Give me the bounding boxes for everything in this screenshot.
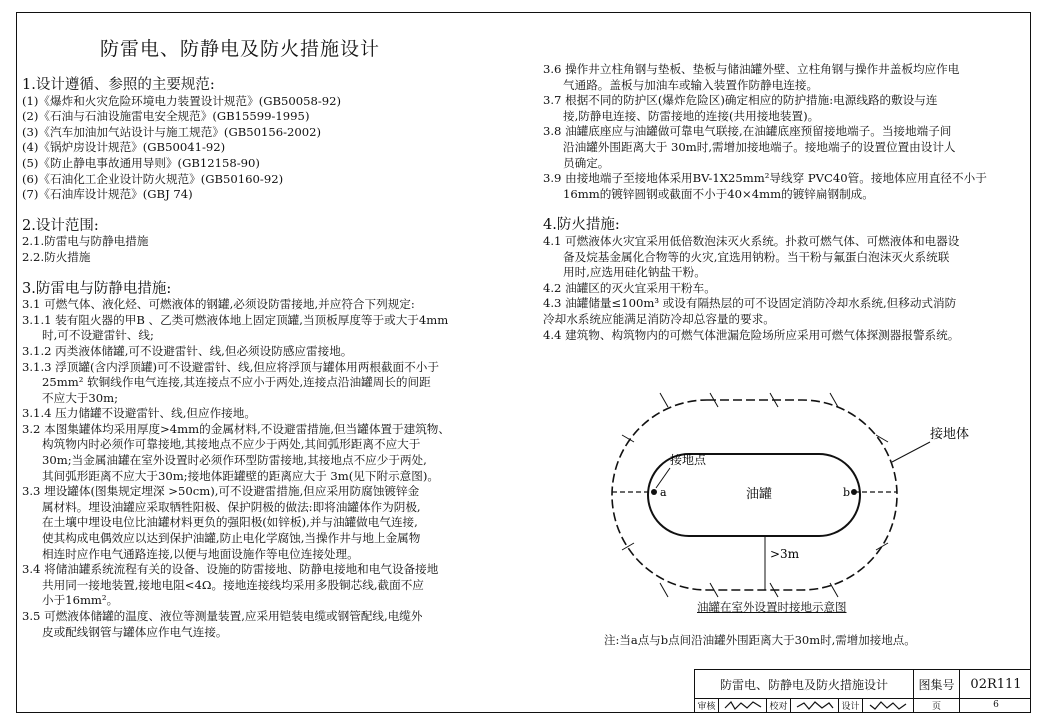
clause-line: 3.2 本图集罐体均采用厚度>4mm的金属材料,不设避雷措施,但当罐体置于建筑物、	[22, 421, 450, 436]
clause-line: 4.4 建筑物、构筑物内的可燃气体泄漏危险场所应采用可燃气体探测器报警系统。	[543, 327, 960, 342]
spec-item: (3)《汽车加油加气站设计与施工规范》(GB50156-2002)	[22, 124, 322, 139]
title-block	[694, 669, 1031, 713]
review-signature	[719, 698, 767, 712]
grounding-diagram	[600, 390, 1020, 600]
clause-line: 4.3 油罐储量≤100m³ 或设有隔热层的可不设固定消防冷却水系统,但移动式消防	[543, 296, 957, 311]
clause-line: 冷却水系统应能满足消防冷却总容量的要求。	[543, 311, 775, 326]
section-3-heading: 3.防雷电与防静电措施:	[22, 280, 172, 297]
clause-line: 3.6 操作井立柱角钢与垫板、垫板与储油罐外壁、立柱角钢与操作井盖板均应作电	[543, 62, 960, 76]
section-1-heading: 1.设计遵循、参照的主要规范:	[22, 77, 215, 93]
page-number: 6	[993, 700, 999, 710]
ground-body-label: 接地体	[930, 427, 970, 442]
right-column	[543, 62, 1018, 343]
page-title: 防雷电、防静电及防火措施设计	[100, 38, 381, 60]
clause-line: 皮或配线钢管与罐体应作电气连接。	[42, 624, 228, 639]
spec-item: (4)《锅炉房设计规范》(GB50041-92)	[22, 140, 226, 155]
spec-item: (2)《石油与石油设施雷电安全规范》(GB15599-1995)	[22, 109, 310, 124]
clause-line: 4.1 可燃液体火灾宜采用低倍数泡沫灭火系统。扑救可燃气体、可燃液体和电器设	[543, 233, 960, 248]
clause-line: 小于16mm²。	[42, 593, 119, 608]
clause-line: 3.1.3 浮顶罐(含内浮顶罐)可不设避雷针、线,但应将浮顶与罐体用两根截面不小于	[22, 359, 439, 374]
clause-line: 备及烷基金属化合物等的火灾,宜选用钠粉。当干粉与氟蛋白泡沫灭火系统联	[563, 249, 950, 264]
signature-mark	[723, 699, 763, 711]
signature-mark	[795, 699, 835, 711]
spec-item: (6)《石油化工企业设计防火规范》(GB50160-92)	[22, 171, 284, 186]
clause-line: 不应大于30m;	[42, 390, 119, 405]
signature-mark	[868, 699, 908, 711]
design-signature	[863, 698, 914, 712]
clause-line: 3.8 油罐底座应与油罐做可靠电气联接,在油罐底座预留接地端子。当接地端子间	[543, 124, 952, 139]
diagram-note: 注:当a点与b点间沿油罐外围距离大于30m时,需增加接地点。	[604, 633, 916, 647]
clause-line: 4.2 油罐区的灭火宜采用干粉车。	[543, 280, 716, 295]
clause-line: 25mm² 软铜线作电气连接,其连接点不应小于两处,连接点沿油罐周长的间距	[42, 375, 431, 390]
atlas-label: 图集号	[914, 670, 960, 698]
spec-item: (7)《石油库设计规范》(GBJ 74)	[22, 187, 193, 202]
clause-line: 16mm的镀锌圆钢或截面不小于40×4mm的镀锌扁钢制成。	[563, 186, 874, 201]
ground-point-label: 接地点	[670, 453, 707, 467]
clause-line: 使其构成电偶效应以达到保护油罐,防止电化学腐蚀,当操作井与地上金属物	[42, 531, 421, 546]
clause-line: 气通路。盖板与加油车或输入装置作防静电连接。	[563, 77, 819, 92]
clause-line: 3.1 可燃气体、液化烃、可燃液体的钢罐,必须设防雷接地,并应符合下列规定:	[22, 297, 415, 312]
check-label: 校对	[767, 698, 791, 712]
design-label: 设计	[839, 698, 863, 712]
scope-item: 2.1.防雷电与防静电措施	[22, 234, 149, 249]
ground-point-leader	[656, 468, 670, 488]
scope-item: 2.2.防火措施	[22, 249, 91, 264]
clause-line: 3.1.4 压力储罐不设避雷针、线,但应作接地。	[22, 406, 256, 421]
clause-line: 3.3 埋设罐体(图集规定埋深 >50cm),可不设避雷措施,但应采用防腐蚀镀锌金	[22, 484, 420, 499]
clause-line: 员确定。	[563, 155, 610, 170]
clause-line: 30m;当金属油罐在室外设置时必须作环型防雷接地,其接地点不应少于两处,	[42, 453, 427, 468]
check-signature	[791, 698, 839, 712]
clause-line: 其间弧形距离不应大于30m;接地体距罐壁的距离应大于 3m(见下附示意图)。	[42, 468, 439, 483]
clause-line: 3.9 由接地端子至接地体采用BV-1X25mm²导线穿 PVC40管。接地体应用直径不小于	[543, 171, 987, 186]
clause-line: 属材料。埋设油罐应采取牺牲阳极、保护阴极的做法:即将油罐体作为阴极,	[42, 499, 421, 514]
clause-line: 3.1.1 装有阻火器的甲B 、乙类可燃液体地上固定顶罐,当顶板厚度等于或大于4mm	[22, 312, 449, 327]
clause-line: 构筑物内时必须作可靠接地,其接地点不应少于两处,其间弧形距离不应大于	[42, 437, 421, 452]
spec-item: (5)《防止静电事故通用导则》(GB12158-90)	[22, 155, 260, 170]
clause-line: 时,可不设避雷针、线;	[42, 328, 154, 343]
page-label: 页	[914, 698, 960, 712]
review-label: 审核	[695, 698, 719, 712]
spec-item: (1)《爆炸和火灾危险环境电力装置设计规范》(GB50058-92)	[22, 93, 342, 108]
distance-label: >3m	[770, 547, 800, 561]
tank-label: 油罐	[746, 487, 773, 502]
diagram-caption: 油罐在室外设置时接地示意图	[697, 600, 847, 614]
clause-line: 相连时应作电气通路连接,以便与地面设施作等电位连接处理。	[42, 546, 359, 561]
left-column	[22, 78, 528, 640]
title-block-name: 防雷电、防静电及防火措施设计	[695, 670, 914, 698]
clause-line: 3.7 根据不同的防护区(爆炸危险区)确定相应的防护措施:电源线路的敷设与连	[543, 93, 938, 108]
clause-line: 用时,应选用硅化钠盐干粉。	[563, 265, 706, 280]
clause-line: 共用同一接地装置,接地电阻<4Ω。接地连接线均采用多股铜芯线,截面不应	[42, 577, 424, 592]
clause-line: 3.4 将储油罐系统流程有关的设备、设施的防雷接地、防静电接地和电气设备接地	[22, 562, 439, 577]
point-b-label: b	[843, 486, 851, 499]
ground-body-leader	[892, 442, 930, 462]
clause-line: 3.5 可燃液体储罐的温度、液位等测量装置,应采用铠装电缆或钢管配线,电缆外	[22, 609, 423, 623]
atlas-number: 02R111	[970, 676, 1022, 692]
clause-line: 在土壤中埋设电位比油罐材料更负的强阳极(如锌板),并与油罐做电气连接,	[42, 515, 418, 530]
section-2-heading: 2.设计范围:	[22, 217, 99, 234]
point-a-label: a	[660, 486, 667, 499]
clause-line: 3.1.2 丙类液体储罐,可不设避雷针、线,但必须设防感应雷接地。	[22, 343, 353, 358]
section-4-heading: 4.防火措施:	[543, 217, 620, 234]
clause-line: 沿油罐外围距离大于 30m时,需增加接地端子。接地端子的设置位置由设计人	[563, 139, 956, 154]
clause-line: 接,防静电连接、防雷接地的连接(共用接地装置)。	[563, 108, 820, 123]
